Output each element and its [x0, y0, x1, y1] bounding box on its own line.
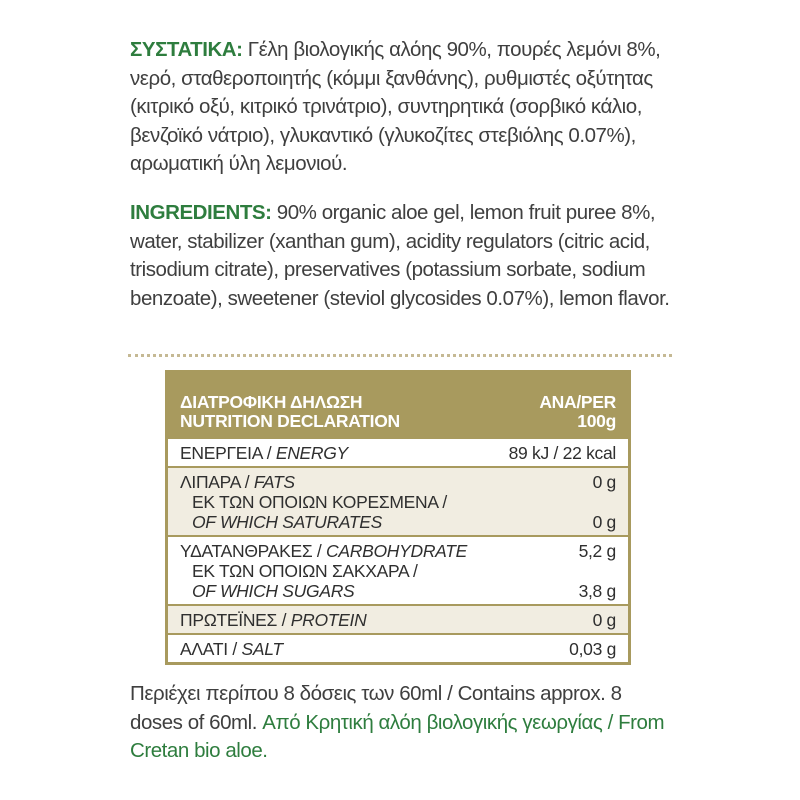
- slash: /: [240, 472, 254, 492]
- greek-ingredients-label: ΣΥΣΤΑΤΙΚΑ:: [130, 38, 243, 61]
- greek-ingredients-text: Γέλη βιολογικής αλόης 90%, πουρές λεμόνι 8%, νερό, σταθεροποιητής (κόμμι ξανθάνης), ρυθμιστές οξύτητας (κιτρικό οξύ, κιτρικό τρινάτριο), συντηρητικά (σορβικό κάλιο, βενζοϊκό νάτριο), γλυκαντικό (γλυκοζίτες στεβιόλης 0.07%), αρωματική ύλη λεμονιού.: [130, 38, 661, 175]
- slash: /: [262, 443, 276, 463]
- sugars-label-en: OF WHICH SUGARS: [192, 581, 355, 601]
- per-label: ANA/PER: [539, 392, 616, 412]
- dotted-separator: [128, 354, 672, 357]
- protein-value: 0 g: [592, 610, 616, 630]
- row-salt: [168, 635, 628, 662]
- slash: /: [277, 610, 291, 630]
- energy-value: 89 kJ / 22 kcal: [508, 443, 616, 463]
- nutrition-title-english: NUTRITION DECLARATION: [180, 411, 400, 431]
- salt-label-gr: ΑΛΑΤΙ: [180, 639, 228, 659]
- nutrition-header: [168, 373, 628, 439]
- slash: /: [312, 541, 327, 561]
- carbohydrate-value: 5,2 g: [578, 541, 616, 561]
- fats-value: 0 g: [592, 472, 616, 492]
- english-ingredients-text: 90% organic aloe gel, lemon fruit puree 8%, water, stabilizer (xanthan gum), acidity regulators (citric acid, trisodium citrate), preservatives (potassium sorbate, sodium benzoate), sweetener (steviol glycosides 0.07%), lemon flavor.: [130, 201, 670, 310]
- salt-value: 0,03 g: [569, 639, 616, 659]
- salt-label-en: SALT: [241, 639, 283, 659]
- servings-greek: Περιέχει περίπου 8 δόσεις των 60ml: [130, 682, 442, 705]
- per-amount: 100g: [577, 411, 616, 431]
- footer-note: [130, 680, 670, 766]
- energy-label-en: ENERGY: [275, 443, 348, 463]
- nutrition-title-greek: ΔΙΑΤΡΟΦΙΚΗ ΔΗΛΩΣΗ: [180, 392, 363, 412]
- row-energy: [168, 439, 628, 468]
- greek-ingredients: [130, 36, 670, 179]
- slash: /: [227, 639, 242, 659]
- nutrition-header-per: [539, 393, 616, 431]
- origin-note: Από Κρητική αλόη βιολογικής γεωργίας / From Cretan bio aloe.: [130, 710, 665, 762]
- row-protein: [168, 606, 628, 635]
- servings-english: / Contains approx. 8 doses of 60ml.: [130, 682, 622, 734]
- sugars-value: 3,8 g: [578, 581, 616, 601]
- saturates-value: 0 g: [592, 512, 616, 532]
- row-carbohydrate: [168, 537, 628, 606]
- protein-label-en: PROTEIN: [290, 610, 367, 630]
- saturates-label-en: OF WHICH SATURATES: [192, 512, 383, 532]
- protein-label-gr: ΠΡΩΤΕΪΝΕΣ: [180, 610, 278, 630]
- energy-label-gr: ΕΝΕΡΓΕΙΑ: [180, 443, 263, 463]
- row-fats: [168, 468, 628, 537]
- nutrition-table: [165, 370, 631, 665]
- saturates-label-gr: ΕΚ ΤΩΝ ΟΠΟΙΩΝ ΚΟΡΕΣΜΕΝΑ /: [192, 492, 447, 512]
- sugars-label-gr: ΕΚ ΤΩΝ ΟΠΟΙΩΝ ΣΑΚΧΑΡΑ /: [192, 561, 418, 581]
- carbohydrate-label-gr: ΥΔΑΤΑΝΘΡΑΚΕΣ: [180, 541, 313, 561]
- nutrition-header-title: [180, 393, 400, 431]
- fats-label-gr: ΛΙΠΑΡΑ: [180, 472, 241, 492]
- carbohydrate-label-en: CARBOHYDRATE: [326, 541, 468, 561]
- english-ingredients-label: INGREDIENTS:: [130, 201, 272, 224]
- fats-label-en: FATS: [253, 472, 295, 492]
- english-ingredients: [130, 199, 670, 313]
